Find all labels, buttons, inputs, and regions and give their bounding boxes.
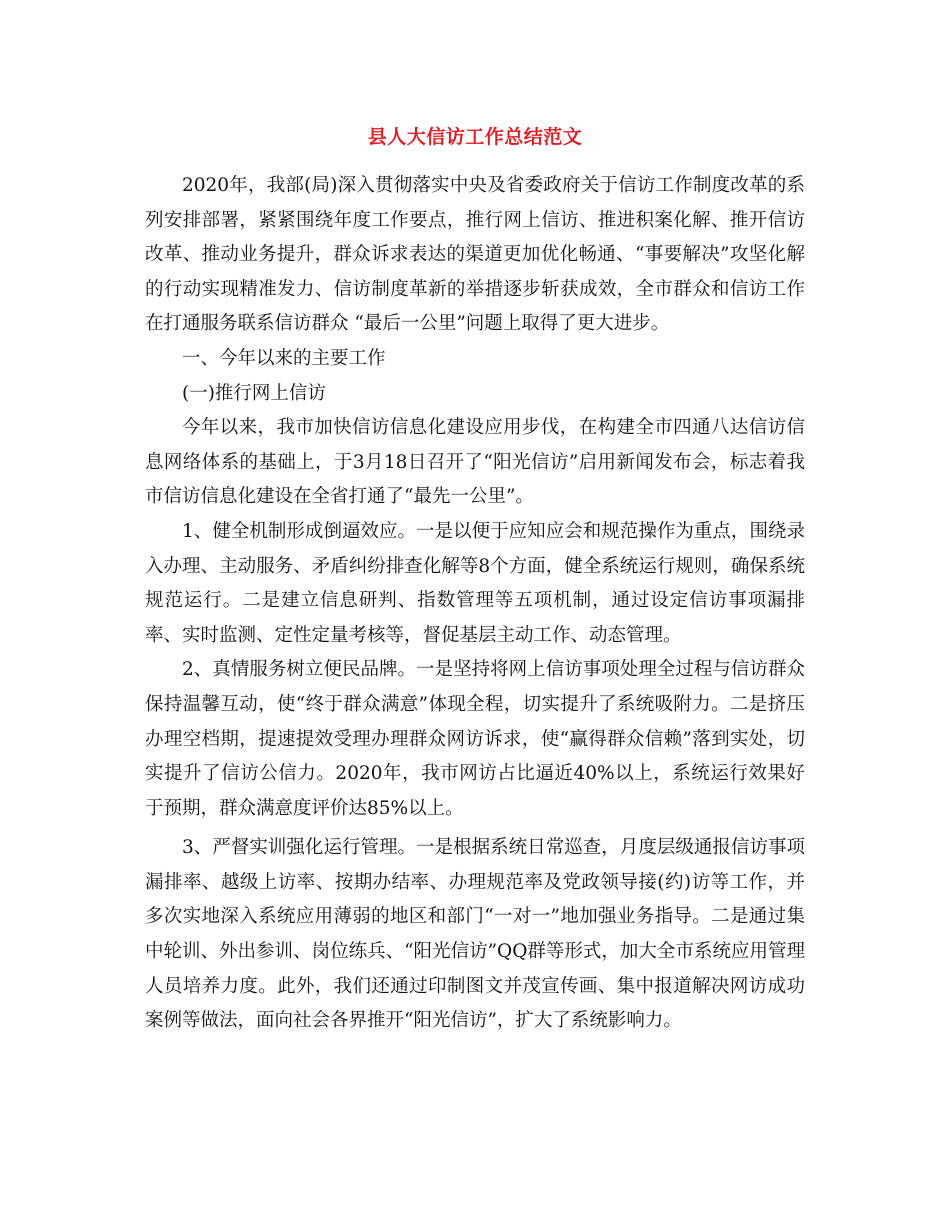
subsection-heading-online-petition: (一)推行网上信访	[182, 382, 326, 404]
paragraph-item-3: 3、严督实训强化运行管理。一是根据系统日常巡查，月度层级通报信访事项漏排率、越级上访率、按期办结率、办理规范率及党政领导接(约)访等工作，并多次实地深入系统应用薄弱的地区和部门“一对一”地加强业务指导。二是通过集中轮训、外出参训、岗位练兵、“阳光信访”QQ群等形式，加大全市系统应用管理人员培养力度。此外，我们还通过印制图文并茂宣传画、集中报道解决网访成功案例等做法，面向社会各界推开“阳光信访”，扩大了系统影响力。	[145, 837, 805, 1032]
section-heading-main-work: 一、今年以来的主要工作	[182, 347, 386, 369]
paragraph-intro: 2020年，我部(局)深入贯彻落实中央及省委政府关于信访工作制度改革的系列安排部署，紧紧围绕年度工作要点，推行网上信访、推进积案化解、推开信访改革、推动业务提升，群众诉求表达的渠道更加优化畅通、“事要解决”攻坚化解的行动实现精准发力、信访制度革新的举措逐步斩获成效，全市群众和信访工作在打通服务联系信访群众 “最后一公里”问题上取得了更大进步。	[145, 175, 805, 335]
document-title: 县人大信访工作总结范文	[367, 126, 583, 148]
paragraph-item-2: 2、真情服务树立便民品牌。一是坚持将网上信访事项处理全过程与信访群众保持温馨互动，使“终于群众满意”体现全程，切实提升了系统吸附力。二是挤压办理空档期，提速提效受理办理群众网访诉求，使“赢得群众信赖”落到实处，切实提升了信访公信力。2020年，我市网访占比逼近40%以上，系统运行效果好于预期，群众满意度评价达85%以上。	[145, 659, 805, 819]
paragraph-online-petition: 今年以来，我市加快信访信息化建设应用步伐，在构建全市四通八达信访信息网络体系的基础上，于3月18日召开了“阳光信访”启用新闻发布会，标志着我市信访信息化建设在全省打通了“最先一公里”。	[145, 417, 805, 508]
document-body	[145, 164, 805, 1039]
paragraph-item-1: 1、健全机制形成倒逼效应。一是以便于应知应会和规范操作为重点，围绕录入办理、主动服务、矛盾纠纷排查化解等8个方面，健全系统运行规则，确保系统规范运行。二是建立信息研判、指数管理等五项机制，通过设定信访事项漏排率、实时监测、定性定量考核等，督促基层主动工作、动态管理。	[145, 520, 805, 646]
